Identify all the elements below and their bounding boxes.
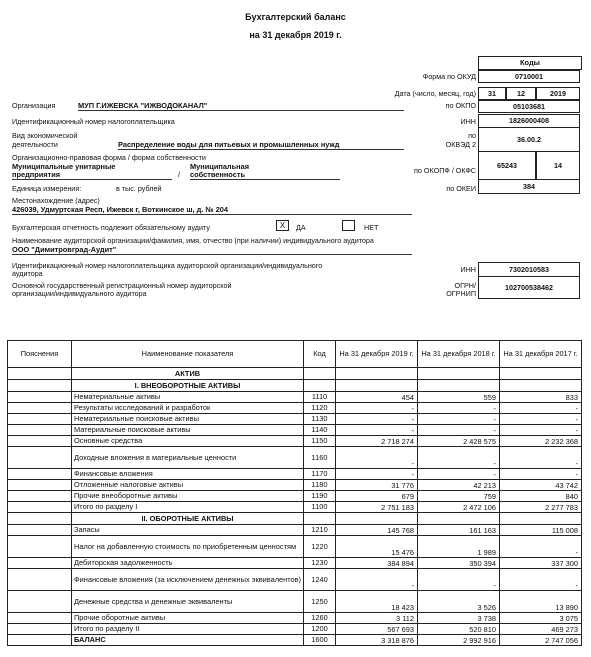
code-cell: 1140 [304,425,336,436]
auditor-inn-label-2: аудитора [12,269,43,278]
value-2018-cell: 3 738 [418,613,500,624]
table-row [8,502,582,513]
code-cell: 1110 [304,392,336,403]
value-2019-cell [336,513,418,525]
okved-value: 36.00.2 [478,128,580,152]
notes-cell [8,513,72,525]
value-2019-cell: - [336,403,418,414]
value-2017-cell: 13 890 [500,591,582,613]
document-title: Бухгалтерский баланс [245,12,346,22]
indicator-cell: БАЛАНС [72,635,304,646]
address-value: 426039, Удмуртская Респ, Ижевск г, Воткинское ш, д. № 204 [12,205,412,215]
code-cell [304,380,336,392]
indicator-cell: АКТИВ [72,368,304,380]
value-2019-cell: 454 [336,392,418,403]
auditor-inn-code-label: ИНН [460,265,476,274]
audit-yes-label: ДА [296,223,306,232]
activity-value: Распределение воды для питьевых и промышленных нужд [118,140,404,150]
indicator-cell: Доходные вложения в материальные ценности [72,447,304,469]
auditor-name-label: Наименование аудиторской организации/фамилия, имя, отчество (при наличии) индивидуального аудитора [12,236,374,245]
section-row [8,513,582,525]
col-header-2019: На 31 декабря 2019 г. [336,341,418,368]
auditor-ogrn-value: 102700538462 [478,277,580,299]
value-2017-cell [500,380,582,392]
notes-cell [8,392,72,403]
value-2019-cell: - [336,469,418,480]
value-2017-cell: 2 232 368 [500,436,582,447]
document-date: на 31 декабря 2019 г. [249,30,342,40]
indicator-cell: Финансовые вложения (за исключением денежных эквивалентов) [72,569,304,591]
date-label: Дата (число, месяц, год) [394,89,476,98]
notes-cell [8,569,72,591]
value-2017-cell: 469 273 [500,624,582,635]
value-2019-cell [336,380,418,392]
table-row [8,436,582,447]
notes-cell [8,425,72,436]
value-2019-cell: - [336,569,418,591]
value-2017-cell [500,513,582,525]
value-2019-cell: 567 693 [336,624,418,635]
col-header-notes: Пояснения [8,341,72,368]
value-2018-cell: - [418,447,500,469]
value-2017-cell: 43 742 [500,480,582,491]
value-2018-cell: 42 213 [418,480,500,491]
indicator-cell: Финансовые вложения [72,469,304,480]
date-day: 31 [478,87,506,100]
value-2019-cell: 2 718 274 [336,436,418,447]
value-2019-cell: 2 751 183 [336,502,418,513]
notes-cell [8,491,72,502]
table-row [8,569,582,591]
value-2019-cell: - [336,425,418,436]
value-2018-cell [418,368,500,380]
table-row [8,392,582,403]
notes-cell [8,591,72,613]
code-cell: 1250 [304,591,336,613]
inn-label-text: Идентификационный номер налогоплательщика [12,117,175,126]
table-row [8,447,582,469]
legal-form-value-1: Муниципальные унитарные [12,162,116,171]
value-2017-cell: - [500,403,582,414]
balance-table [7,340,582,646]
col-header-code: Код [304,341,336,368]
notes-cell [8,447,72,469]
table-row [8,491,582,502]
value-2018-cell: 350 394 [418,558,500,569]
value-2017-cell: 840 [500,491,582,502]
value-2017-cell: 3 075 [500,613,582,624]
okopf-label: по ОКОПФ / ОКФС [414,166,476,175]
col-header-indicator: Наименование показателя [72,341,304,368]
notes-cell [8,558,72,569]
value-2017-cell: - [500,425,582,436]
activity-label-2: деятельности [12,140,58,149]
auditor-ogrn-label-1: Основной государственный регистрационный номер аудиторской [12,281,232,290]
date-month: 12 [506,87,536,100]
indicator-cell: Итого по разделу I [72,502,304,513]
code-cell [304,368,336,380]
ownership-value-2: собственность [190,170,340,180]
value-2018-cell: 759 [418,491,500,502]
inn-code-label: ИНН [460,117,476,126]
code-cell: 1130 [304,414,336,425]
code-cell: 1100 [304,502,336,513]
code-cell: 1260 [304,613,336,624]
value-2018-cell: 2 472 106 [418,502,500,513]
value-2019-cell: - [336,447,418,469]
okud-label: Форма по ОКУД [422,72,476,81]
okfs-value: 14 [536,152,580,180]
table-row [8,635,582,646]
okopf-value: 65243 [478,152,536,180]
value-2017-cell: - [500,569,582,591]
table-row [8,558,582,569]
value-2017-cell: - [500,469,582,480]
value-2019-cell: 31 776 [336,480,418,491]
code-cell: 1150 [304,436,336,447]
section-row [8,380,582,392]
value-2017-cell: 2 277 783 [500,502,582,513]
indicator-cell: Основные средства [72,436,304,447]
value-2019-cell [336,368,418,380]
okved-label: ОКВЭД 2 [445,140,476,149]
indicator-cell: Отложенные налоговые активы [72,480,304,491]
okud-value: 0710001 [478,70,580,83]
value-2018-cell: 2 428 575 [418,436,500,447]
table-row [8,624,582,635]
okpo-label: по ОКПО [445,101,476,110]
auditor-name-value: ООО "Димитровград-Аудит" [12,245,412,255]
table-row [8,525,582,536]
section-row [8,368,582,380]
indicator-cell: Нематериальные поисковые активы [72,414,304,425]
indicator-cell: Денежные средства и денежные эквиваленты [72,591,304,613]
okved-po: по [468,131,476,140]
notes-cell [8,414,72,425]
codes-header: Коды [478,56,582,70]
auditor-inn-value: 7302010583 [478,262,580,277]
table-row [8,425,582,436]
value-2017-cell: - [500,414,582,425]
value-2019-cell: 18 423 [336,591,418,613]
value-2018-cell: - [418,414,500,425]
notes-cell [8,436,72,447]
okei-label: по ОКЕИ [446,184,476,193]
value-2018-cell [418,380,500,392]
indicator-cell: Прочие внеоборотные активы [72,491,304,502]
okei-value: 384 [478,180,580,194]
code-cell: 1230 [304,558,336,569]
indicator-cell: Нематериальные активы [72,392,304,403]
notes-cell [8,635,72,646]
indicator-cell: Прочие оборотные активы [72,613,304,624]
table-row [8,536,582,558]
notes-cell [8,403,72,414]
table-row [8,469,582,480]
indicator-cell: Результаты исследований и разработок [72,403,304,414]
code-cell: 1180 [304,480,336,491]
code-cell: 1240 [304,569,336,591]
inn-value: 1826000408 [478,114,580,128]
date-year: 2019 [536,87,580,100]
table-row [8,613,582,624]
org-value: МУП Г.ИЖЕВСКА "ИЖВОДОКАНАЛ" [78,101,404,111]
notes-cell [8,525,72,536]
code-cell: 1190 [304,491,336,502]
value-2019-cell: 3 112 [336,613,418,624]
okpo-value: 05103681 [478,100,580,113]
value-2017-cell: 2 747 056 [500,635,582,646]
indicator-cell: Материальные поисковые активы [72,425,304,436]
value-2017-cell [500,368,582,380]
code-cell: 1220 [304,536,336,558]
indicator-cell: II. ОБОРОТНЫЕ АКТИВЫ [72,513,304,525]
auditor-inn-label-1: Идентификационный номер налогоплательщика аудиторской организации/индивидуального [12,261,323,270]
notes-cell [8,624,72,635]
notes-cell [8,536,72,558]
value-2019-cell: 3 318 876 [336,635,418,646]
code-cell [304,513,336,525]
value-2017-cell: - [500,447,582,469]
notes-cell [8,480,72,491]
value-2017-cell: 833 [500,392,582,403]
value-2017-cell: 115 008 [500,525,582,536]
col-header-2017: На 31 декабря 2017 г. [500,341,582,368]
legal-form-sep: / [178,170,180,179]
value-2017-cell: 337 300 [500,558,582,569]
legal-form-value-2: предприятия [12,170,172,180]
code-cell: 1600 [304,635,336,646]
code-cell: 1210 [304,525,336,536]
value-2018-cell: 3 526 [418,591,500,613]
ownership-value-1: Муниципальная [190,162,250,171]
value-2019-cell: 384 894 [336,558,418,569]
value-2019-cell: 145 768 [336,525,418,536]
audit-yes-checkbox[interactable]: X [276,220,289,231]
audit-no-checkbox[interactable] [342,220,355,231]
indicator-cell: I. ВНЕОБОРОТНЫЕ АКТИВЫ [72,380,304,392]
table-row [8,414,582,425]
table-row [8,480,582,491]
value-2018-cell: - [418,569,500,591]
indicator-cell: Налог на добавленную стоимость по приобретенным ценностям [72,536,304,558]
value-2018-cell: 559 [418,392,500,403]
indicator-cell: Дебиторская задолженность [72,558,304,569]
indicator-cell: Запасы [72,525,304,536]
code-cell: 1170 [304,469,336,480]
units-value: в тыс. рублей [116,184,162,193]
auditor-ogrn-code-label-2: ОГРНИП [446,289,476,298]
code-cell: 1200 [304,624,336,635]
value-2018-cell: 520 810 [418,624,500,635]
notes-cell [8,469,72,480]
table-row [8,403,582,414]
value-2019-cell: 679 [336,491,418,502]
notes-cell [8,502,72,513]
value-2018-cell: - [418,425,500,436]
auditor-ogrn-code-label-1: ОГРН/ [454,281,476,290]
value-2018-cell: 1 989 [418,536,500,558]
value-2019-cell: - [336,414,418,425]
value-2018-cell [418,513,500,525]
table-row [8,591,582,613]
activity-label-1: Вид экономической [12,131,78,140]
address-label: Местонахождение (адрес) [12,196,100,205]
code-cell: 1160 [304,447,336,469]
value-2018-cell: 2 992 916 [418,635,500,646]
legal-form-label: Организационно-правовая форма / форма собственности [12,153,206,162]
value-2019-cell: 15 476 [336,536,418,558]
audit-no-label: НЕТ [364,223,379,232]
units-label: Единица измерения: [12,184,82,193]
value-2018-cell: - [418,469,500,480]
value-2018-cell: 161 163 [418,525,500,536]
notes-cell [8,613,72,624]
col-header-2018: На 31 декабря 2018 г. [418,341,500,368]
value-2017-cell: - [500,536,582,558]
indicator-cell: Итого по разделу II [72,624,304,635]
code-cell: 1120 [304,403,336,414]
auditor-ogrn-label-2: организации/индивидуального аудитора [12,289,147,298]
value-2018-cell: - [418,403,500,414]
notes-cell [8,380,72,392]
org-label: Организация [12,101,56,110]
audit-question: Бухгалтерская отчетность подлежит обязательному аудиту [12,223,210,232]
notes-cell [8,368,72,380]
